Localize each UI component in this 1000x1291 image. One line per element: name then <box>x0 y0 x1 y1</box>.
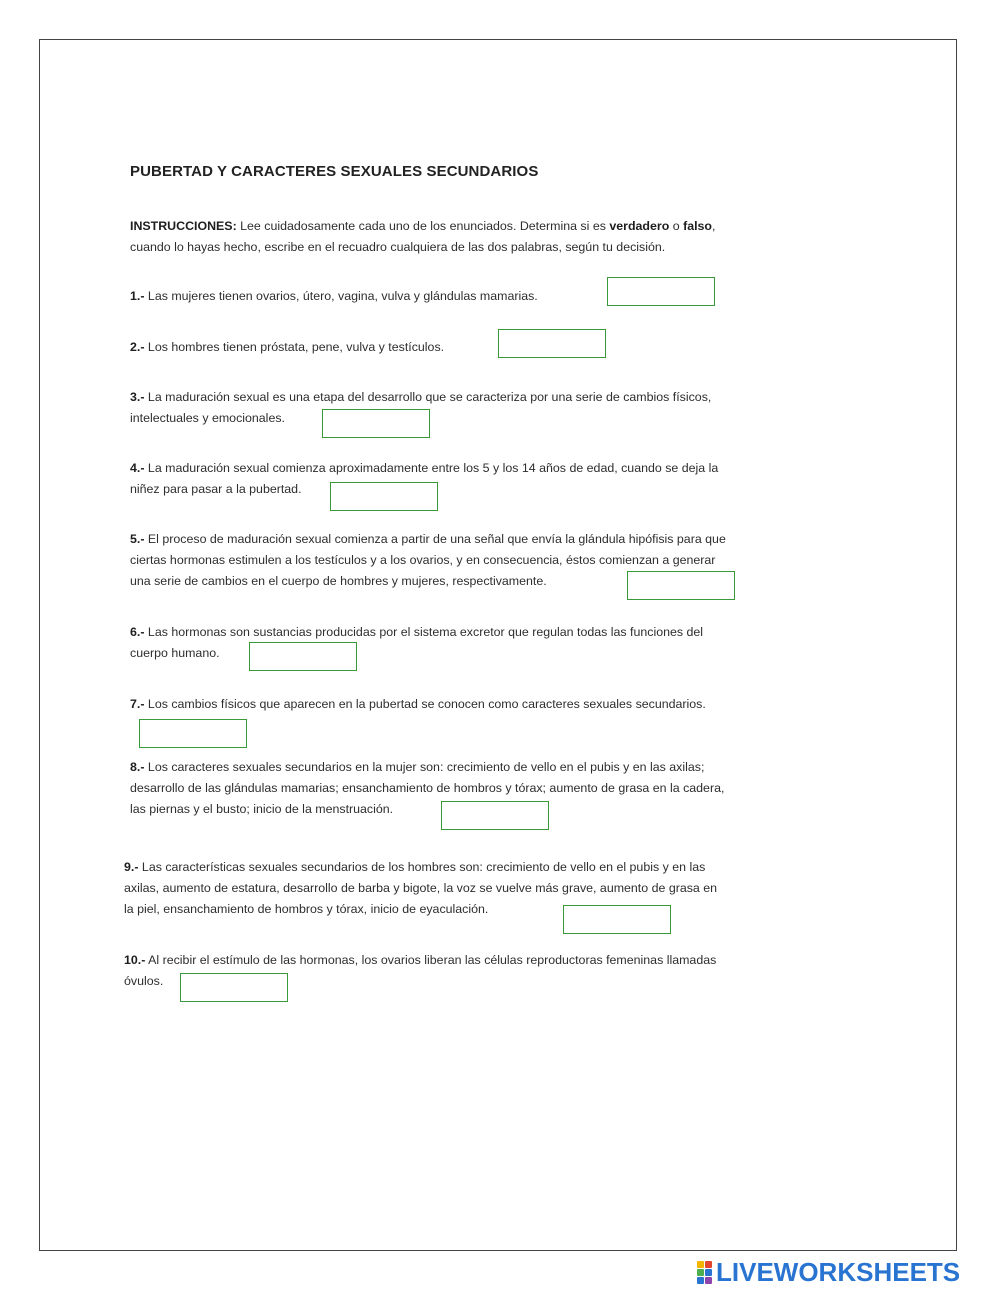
instructions-line2: cuando lo hayas hecho, escribe en el recuadro cualquiera de las dos palabras, según tu decisión. <box>130 240 666 254</box>
instructions-label: INSTRUCCIONES: <box>130 219 237 233</box>
question-text: cuerpo humano. <box>130 646 220 660</box>
question-number: 8.- <box>130 760 145 774</box>
question-text: Los hombres tienen próstata, pene, vulva y testículos. <box>147 340 445 354</box>
answer-box-6[interactable] <box>249 642 357 671</box>
question-text: la piel, ensanchamiento de hombros y tórax, inicio de eyaculación. <box>124 902 489 916</box>
page-title: PUBERTAD Y CARACTERES SEXUALES SECUNDARIOS <box>130 163 539 180</box>
question-4 <box>130 458 820 500</box>
question-text: Las características sexuales secundarios de los hombres son: crecimiento de vello en el pubis y en las <box>141 860 706 874</box>
question-6 <box>130 622 820 664</box>
question-9 <box>124 857 820 920</box>
question-number: 2.- <box>130 340 145 354</box>
question-number: 1.- <box>130 289 145 303</box>
answer-box-4[interactable] <box>330 482 438 511</box>
question-text: ciertas hormonas estimulen a los testículos y a los ovarios, y en consecuencia, éstos comienzan a generar <box>130 553 716 567</box>
instructions-text: o <box>669 219 684 233</box>
instructions-text: , <box>711 219 716 233</box>
question-number: 9.- <box>124 860 139 874</box>
question-text: desarrollo de las glándulas mamarias; ensanchamiento de hombros y tórax; aumento de grasa en la cadera, <box>130 781 725 795</box>
question-2 <box>130 337 444 358</box>
answer-box-1[interactable] <box>607 277 715 306</box>
logo-icon <box>697 1261 712 1284</box>
question-3 <box>130 387 820 429</box>
answer-box-10[interactable] <box>180 973 288 1002</box>
logo-text: LIVEWORKSHEETS <box>716 1256 961 1287</box>
question-number: 4.- <box>130 461 145 475</box>
answer-box-7[interactable] <box>139 719 247 748</box>
question-number: 6.- <box>130 625 145 639</box>
question-number: 3.- <box>130 390 145 404</box>
liveworksheets-logo <box>697 1257 960 1287</box>
answer-box-8[interactable] <box>441 801 549 830</box>
question-text: La maduración sexual comienza aproximadamente entre los 5 y los 14 años de edad, cuando se deja la <box>147 461 719 475</box>
question-text: intelectuales y emocionales. <box>130 411 285 425</box>
question-7 <box>130 694 820 715</box>
question-text: Los caracteres sexuales secundarios en la mujer son: crecimiento de vello en el pubis y en las axilas; <box>147 760 705 774</box>
question-text: niñez para pasar a la pubertad. <box>130 482 302 496</box>
instructions-text: Lee cuidadosamente cada uno de los enunciados. Determina si es <box>236 219 610 233</box>
question-number: 10.- <box>124 953 146 967</box>
question-text: las piernas y el busto; inicio de la menstruación. <box>130 802 394 816</box>
question-number: 7.- <box>130 697 145 711</box>
answer-box-3[interactable] <box>322 409 430 438</box>
question-text: Las hormonas son sustancias producidas por el sistema excretor que regulan todas las funciones del <box>147 625 704 639</box>
question-text: Los cambios físicos que aparecen en la pubertad se conocen como caracteres sexuales secundarios. <box>147 697 706 711</box>
question-text: óvulos. <box>124 974 164 988</box>
question-text: Al recibir el estímulo de las hormonas, los ovarios liberan las células reproductoras femeninas llamadas <box>148 953 717 967</box>
question-text: El proceso de maduración sexual comienza a partir de una señal que envía la glándula hipófisis para que <box>147 532 726 546</box>
instructions-bold-true: verdadero <box>609 219 670 233</box>
question-text: axilas, aumento de estatura, desarrollo de barba y bigote, la voz se vuelve más grave, aumento de grasa en <box>124 881 718 895</box>
answer-box-5[interactable] <box>627 571 735 600</box>
question-text: La maduración sexual es una etapa del desarrollo que se caracteriza por una serie de cambios físicos, <box>147 390 712 404</box>
answer-box-2[interactable] <box>498 329 606 358</box>
instructions <box>130 216 820 258</box>
instructions-bold-false: falso <box>683 219 712 233</box>
question-1 <box>130 286 538 307</box>
question-text: Las mujeres tienen ovarios, útero, vagina, vulva y glándulas mamarias. <box>147 289 538 303</box>
question-text: una serie de cambios en el cuerpo de hombres y mujeres, respectivamente. <box>130 574 547 588</box>
answer-box-9[interactable] <box>563 905 671 934</box>
question-number: 5.- <box>130 532 145 546</box>
